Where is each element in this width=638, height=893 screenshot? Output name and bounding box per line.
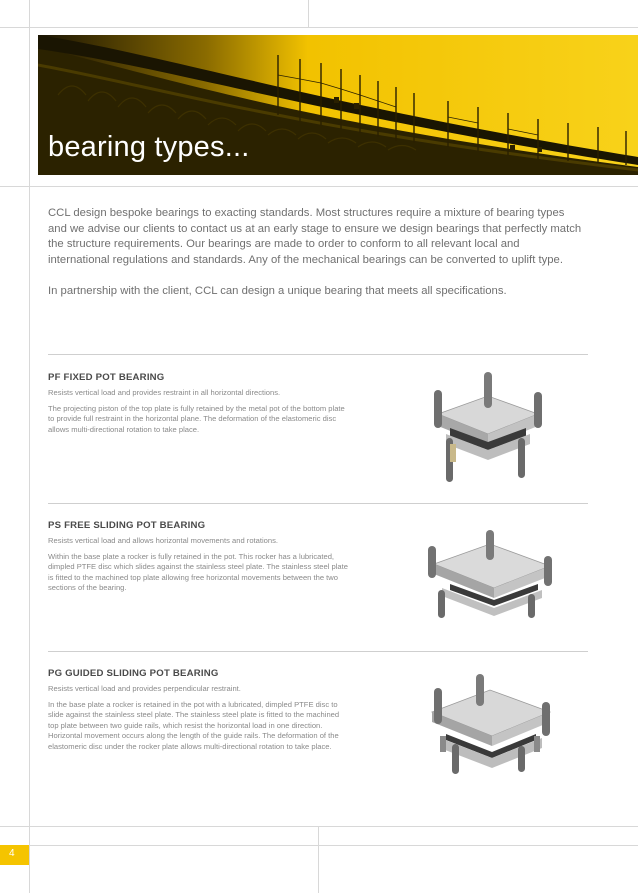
- bearing-section-pg: [48, 668, 348, 752]
- page-number: 4: [9, 848, 15, 859]
- section-divider: [48, 354, 588, 355]
- intro-paragraph: In partnership with the client, CCL can design a unique bearing that meets all specifications.: [48, 285, 507, 298]
- pg-bearing-image: [420, 672, 560, 782]
- section-subtitle: Resists vertical load and provides perpendicular restraint.: [48, 684, 241, 693]
- bearing-section-ps: [48, 520, 348, 594]
- section-description: In the base plate a rocker is retained in the pot with a lubricated, dimpled PTFE disc to slide against the stainless steel plate. The stainless steel plate is fitted to the machined top plate between two guide rails, which resist the horizontal load in one direction. Horizontal movement occurs along the length of the guide rails. The deformation of the elastomeric disc under the rocker plate allows multi-directional rotation to take place.: [48, 700, 340, 751]
- hero-banner: [38, 35, 638, 175]
- intro-text: [48, 206, 583, 316]
- guide-line: [308, 0, 309, 27]
- guide-line: [30, 845, 638, 846]
- section-description: The projecting piston of the top plate is fully retained by the metal pot of the bottom plate to provide full restraint in the horizontal plane. The deformation of the elastomeric disc allows multi-directional rotation to take place.: [48, 404, 345, 434]
- section-divider: [48, 503, 588, 504]
- page-number-tab: [0, 845, 29, 865]
- guide-line: [318, 826, 319, 893]
- guide-line: [0, 826, 638, 827]
- guide-line: [29, 0, 30, 893]
- page-title: bearing types...: [48, 131, 250, 163]
- section-divider: [48, 651, 588, 652]
- guide-line: [0, 186, 638, 187]
- ps-bearing-image: [420, 528, 560, 628]
- section-description: Within the base plate a rocker is fully retained in the pot. This rocker has a lubricated, dimpled PTFE disc which slides against the stainless steel plate. The stainless steel plate is fitted to the machined top plate allowing free horizontal movements between the two sections of the bearing.: [48, 552, 348, 593]
- intro-paragraph: CCL design bespoke bearings to exacting standards. Most structures require a mixture of bearing types and we advise our clients to contact us at an early stage to ensure we design bearings that perfectly match the structure requirements. Our bearings are made to order to conform to all relevant local and international regulations and standards. Any of the mechanical bearings can be converted to uplift type.: [48, 207, 582, 266]
- bearing-section-pf: [48, 372, 348, 435]
- guide-line: [0, 27, 638, 28]
- pf-bearing-image: [420, 368, 550, 488]
- section-subtitle: Resists vertical load and provides restraint in all horizontal directions.: [48, 388, 281, 397]
- section-title: PF FIXED POT BEARING: [48, 372, 165, 383]
- section-title: PS FREE SLIDING POT BEARING: [48, 520, 206, 531]
- section-subtitle: Resists vertical load and allows horizontal movements and rotations.: [48, 536, 279, 545]
- section-title: PG GUIDED SLIDING POT BEARING: [48, 668, 219, 679]
